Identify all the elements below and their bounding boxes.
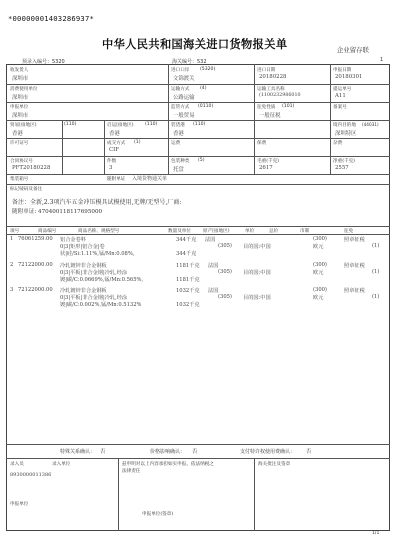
rule — [6, 102, 390, 103]
page-number: 1/1 — [372, 531, 380, 536]
origin-country-code: (110) — [145, 122, 158, 127]
goods-header-currency: 币制 — [300, 229, 310, 234]
goods-item-no: 2 — [10, 262, 14, 268]
entry-clerk-label: 录入员 — [10, 462, 24, 467]
goods-item-no: 3 — [10, 287, 14, 293]
goods-item-qty: 344千克 — [176, 237, 197, 243]
rule — [6, 120, 390, 121]
import-port-code: (5320) — [200, 67, 216, 72]
rule — [6, 84, 390, 85]
declarant-label: 申报单位 — [10, 105, 29, 110]
goods-item-spec: 状|硅/Si:1.11%,锰/Mn:0.08%, — [60, 251, 135, 257]
rule — [6, 174, 390, 175]
rule — [6, 444, 390, 445]
trade-country-value: 香港 — [12, 131, 23, 137]
rule — [168, 64, 169, 120]
goods-item-currency-code: (300) — [313, 236, 327, 242]
transport-label: 运输方式 — [171, 87, 190, 92]
goods-item-exemption-code: (1) — [372, 294, 380, 300]
consumer-value: 深圳市 — [12, 95, 29, 101]
bill-value: A11 — [335, 93, 346, 99]
rule — [118, 458, 119, 531]
declaration-statement: 兹申明对以上内容承担如实申报、依法纳税之 — [122, 462, 214, 467]
customs-note-label: 海关批注及签章 — [258, 462, 291, 467]
goods-item-dest: 目的国:中国 — [243, 295, 271, 301]
goods-item-dest: 目的国:中国 — [243, 244, 271, 250]
origin-country-label: 启运国(地区) — [107, 123, 134, 128]
terms-value: CIF — [109, 147, 119, 153]
trade-country-code: (110) — [64, 122, 77, 127]
origin-country-value: 香港 — [109, 131, 120, 137]
goods-item-qty: 344千克 — [176, 251, 197, 257]
goods-item-exemption: 照章征税 — [344, 288, 365, 294]
net-weight-label: 净重(千克) — [333, 159, 355, 164]
package-value: 托盘 — [173, 167, 184, 173]
terms-code: (1) — [134, 140, 141, 145]
remarks-label: 标记唛码及备注 — [10, 187, 43, 192]
rule — [6, 234, 390, 235]
misc-label: 杂费 — [333, 141, 343, 146]
goods-header-exemption: 征免 — [344, 229, 354, 234]
goods-item-origin-code: (305) — [218, 243, 232, 249]
rule — [254, 120, 255, 174]
goods-item-code: 72122000.00 — [18, 262, 53, 268]
consumer-label: 消费使用单位 — [10, 87, 38, 92]
transport-value: 公路运输 — [173, 95, 195, 101]
bill-label: 提运单号 — [333, 87, 352, 92]
package-label: 包装种类 — [171, 159, 190, 164]
goods-header-code: 商品编号 — [38, 229, 57, 234]
gross-weight-value: 2617 — [259, 165, 273, 171]
contract-value: PFT20180228 — [12, 165, 51, 171]
supervision-code: (0110) — [198, 104, 214, 109]
goods-item-currency-code: (300) — [313, 262, 327, 268]
import-date-value: 20180228 — [259, 74, 287, 80]
goods-item-dest: 目的国:中国 — [243, 270, 271, 276]
goods-header-name: 商品名称、规格型号 — [78, 229, 120, 234]
goods-item-origin: 法国 — [208, 288, 219, 294]
rule — [330, 120, 331, 174]
rule — [62, 120, 63, 174]
royalty-value: 否 — [306, 449, 312, 455]
goods-item-qty: 1181千克 — [176, 263, 200, 269]
transit-port-label: 装货港 — [171, 123, 185, 128]
declarant-value: 深圳市 — [12, 113, 29, 119]
pieces-value: 3 — [109, 165, 113, 171]
goods-item-currency: 欧元 — [313, 270, 324, 276]
goods-item-name: 冷轧镀锌非合金钢板 — [60, 263, 107, 269]
royalty-label: 支付特许权使用费确认： — [240, 449, 296, 455]
page-marker: 1 — [380, 57, 384, 63]
declarant-stamp-label: 申报单位(签章) — [142, 512, 174, 517]
copy-type-label: 企业留存联 — [337, 46, 369, 54]
declare-date-value: 20180301 — [335, 74, 363, 80]
rule — [168, 120, 169, 174]
goods-item-currency: 欧元 — [313, 244, 324, 250]
consignee-label: 收发货人 — [10, 68, 29, 73]
entry-unit-label: 录入单位 — [52, 462, 71, 467]
declarant-unit-label: 申报单位 — [10, 502, 29, 507]
package-code: (5) — [198, 158, 205, 163]
goods-item-currency: 欧元 — [313, 295, 324, 301]
terms-label: 成交方式 — [107, 141, 126, 146]
import-port-value: 文锦渡关 — [173, 76, 195, 82]
special-relation-label: 特殊关系确认： — [60, 449, 96, 455]
trade-country-label: 贸易国(地区) — [10, 123, 37, 128]
goods-item-spec: 0|3|矩形|铝合金|卷 — [60, 244, 105, 250]
price-influence-label: 价格影响确认： — [150, 449, 186, 455]
rule — [254, 458, 255, 531]
vehicle-value: (11002329860​10 — [259, 93, 301, 98]
goods-item-spec: 0|3|平板|非合金钢|冷轧,经涂 — [60, 270, 128, 276]
rule — [254, 64, 255, 120]
supervision-value: 一般贸易 — [173, 113, 195, 119]
declare-date-label: 申报日期 — [333, 68, 352, 73]
declaration-statement: 法律责任 — [122, 469, 141, 474]
rule — [6, 458, 390, 459]
docs-value: 入境货物通关单 — [132, 176, 168, 182]
tax-nature-code: (101) — [282, 104, 295, 109]
transit-port-code: (110) — [193, 122, 206, 127]
rule — [6, 156, 390, 157]
tax-nature-value: 一般征税 — [259, 113, 281, 119]
import-port-label: 进口口岸 — [171, 68, 190, 73]
tax-nature-label: 征免性质 — [257, 105, 276, 110]
remarks-line: 备注：全新,2.3项汽车五金冲压模具试模使用,无牌/无型号,厂商: — [12, 199, 182, 206]
goods-item-origin: 法国 — [208, 263, 219, 269]
domestic-dest-code: (44031) — [362, 122, 379, 127]
freight-label: 运费 — [171, 141, 181, 146]
goods-header-origin: 原产国(地区) — [203, 229, 230, 234]
import-date-label: 进口日期 — [257, 68, 276, 73]
consignee-value: 深圳市 — [12, 76, 29, 82]
goods-header-price: 单价 — [245, 229, 255, 234]
goods-item-qty: 1181千克 — [176, 277, 200, 283]
barcode-number: *000000014032869​37* — [8, 14, 95, 23]
goods-item-origin-code: (305) — [218, 294, 232, 300]
rule — [104, 156, 105, 174]
customs-number: 海关编号：532 — [172, 59, 207, 65]
contract-label: 合同协议号 — [10, 159, 33, 164]
goods-item-no: 1 — [10, 236, 14, 242]
entry-clerk-number: 8930000011386 — [10, 472, 52, 478]
transit-port-value: 香港 — [173, 131, 184, 137]
goods-item-spec: 镀|碳/C:0.0669%,锰/Mn:0.565%, — [60, 277, 144, 283]
pieces-label: 件数 — [107, 159, 117, 164]
rule — [6, 184, 390, 185]
goods-item-code: 76061259.00 — [18, 236, 53, 242]
goods-item-origin: 法国 — [205, 237, 216, 243]
goods-item-origin-code: (305) — [218, 269, 232, 275]
rule — [6, 226, 390, 227]
goods-item-spec: 0|3|平板|非合金钢|冷轧,经涂 — [60, 295, 128, 301]
remarks-line: 随附单证: 47040011811​7695000 — [12, 209, 103, 215]
goods-item-qty: 1032千克 — [176, 288, 200, 294]
vehicle-label: 运输工具名称 — [257, 87, 285, 92]
goods-header-item-no: 项号 — [10, 229, 20, 234]
transport-code: (4) — [200, 86, 207, 91]
net-weight-value: 2557 — [335, 165, 349, 171]
goods-header-total: 总价 — [269, 229, 279, 234]
rule — [330, 64, 331, 120]
gross-weight-label: 毛重(千克) — [257, 159, 279, 164]
goods-item-exemption: 照章征税 — [344, 263, 365, 269]
supervision-label: 监管方式 — [171, 105, 190, 110]
rule — [6, 138, 390, 139]
goods-item-spec: 镀|碳/C:0.002%,锰/Mn:0.5132% — [60, 302, 142, 308]
goods-item-currency-code: (300) — [313, 287, 327, 293]
document-title: 中华人民共和国海关进口货物报关单 — [102, 38, 288, 51]
domestic-dest-label: 境内目的地 — [333, 123, 356, 128]
goods-item-exemption-code: (1) — [372, 269, 380, 275]
goods-item-name: 铝合金卷料 — [60, 237, 86, 243]
docs-label: 随附单证 — [107, 177, 126, 182]
insurance-label: 保费 — [257, 141, 267, 146]
record-label: 备案号 — [333, 105, 347, 110]
price-influence-value: 否 — [192, 449, 198, 455]
goods-item-name: 冷轧镀锌非合金钢板 — [60, 288, 107, 294]
goods-item-qty: 1032千克 — [176, 302, 200, 308]
goods-item-code: 72122000.00 — [18, 287, 53, 293]
goods-item-exemption: 照章征税 — [344, 237, 365, 243]
license-label: 许可证号 — [10, 141, 29, 146]
goods-item-exemption-code: (1) — [372, 243, 380, 249]
container-label: 集装箱号 — [10, 177, 29, 182]
special-relation-value: 否 — [100, 449, 106, 455]
pre-entry-number: 预录入编号：5320 — [22, 59, 65, 65]
goods-header-qty: 数量及单位 — [168, 229, 191, 234]
domestic-dest-value: 深圳特区 — [335, 131, 357, 137]
